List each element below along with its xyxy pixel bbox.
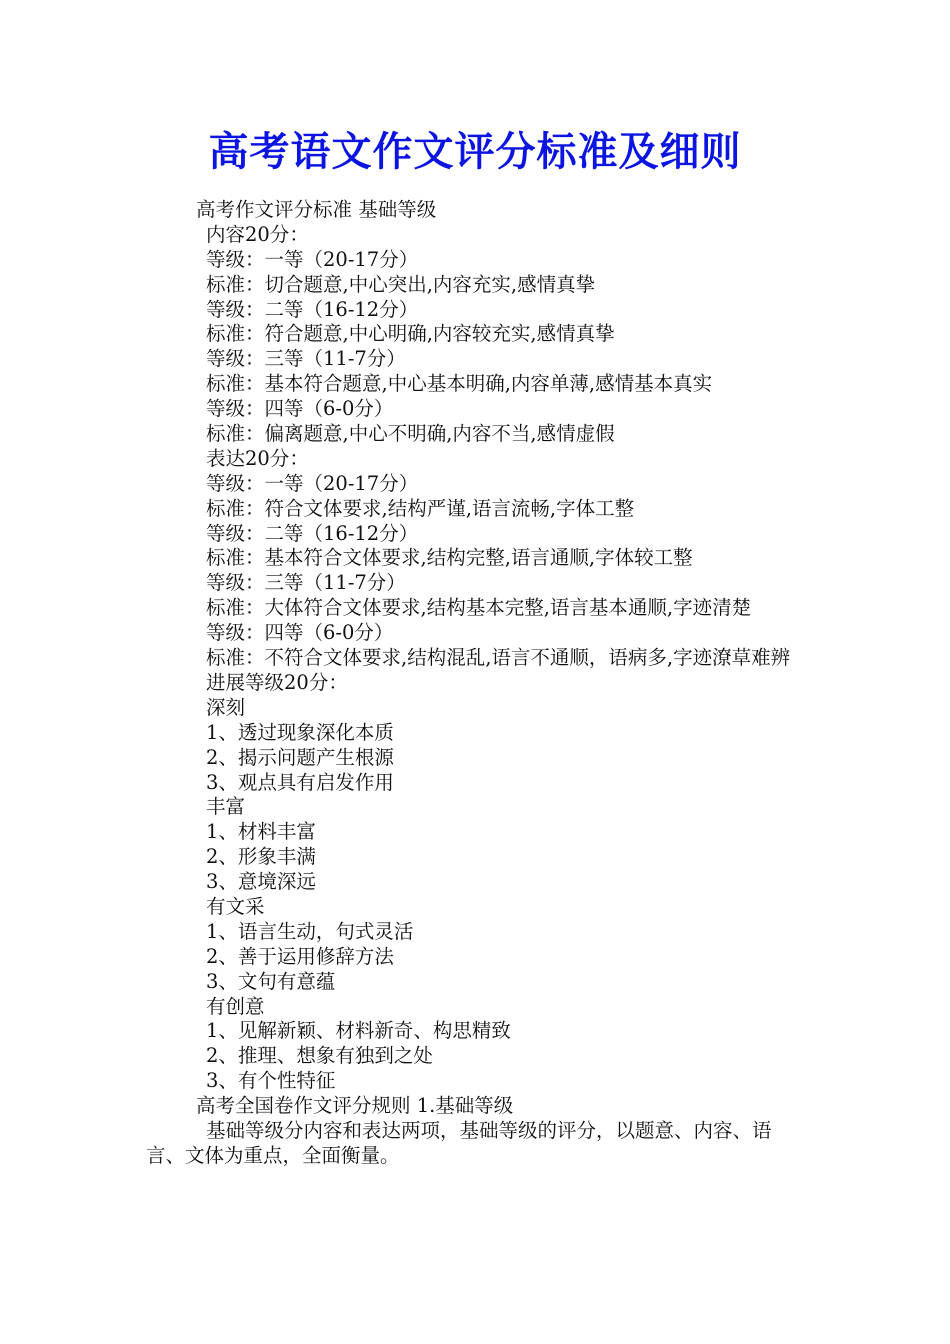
text-line: 丰富 xyxy=(206,795,246,819)
text-line: 2、推理、想象有独到之处 xyxy=(206,1044,433,1068)
text-line: 标准：大体符合文体要求,结构基本完整,语言基本通顺,字迹清楚 xyxy=(206,596,752,620)
text-line: 深刻 xyxy=(206,695,246,719)
text-line: 2、善于运用修辞方法 xyxy=(206,944,394,968)
text-line: 1、材料丰富 xyxy=(206,820,316,844)
text-line: 有创意 xyxy=(206,994,265,1018)
text-line: 高考作文评分标准 基础等级 xyxy=(196,198,437,221)
text-line: 基础等级分内容和表达两项，基础等级的评分，以题意、内容、语言、文体为重点，全面衡量。 xyxy=(146,1118,772,1167)
text-line: 等级：四等（6-0分） xyxy=(206,621,394,645)
document-body xyxy=(146,198,808,1169)
text-line: 内容20分： xyxy=(206,222,309,246)
text-line: 等级：二等（16-12分） xyxy=(206,521,419,545)
text-line: 2、揭示问题产生根源 xyxy=(206,745,394,769)
text-line: 等级：三等（11-7分） xyxy=(206,347,406,371)
text-line: 3、文句有意蕴 xyxy=(206,969,336,993)
text-line: 等级：一等（20-17分） xyxy=(206,247,419,271)
text-line: 等级：四等（6-0分） xyxy=(206,397,394,421)
text-line: 3、意境深远 xyxy=(206,870,316,894)
text-line: 进展等级20分： xyxy=(206,670,348,694)
text-line: 标准：符合题意,中心明确,内容较充实,感情真挚 xyxy=(206,322,615,346)
text-line: 标准：偏离题意,中心不明确,内容不当,感情虚假 xyxy=(206,422,615,446)
text-line: 3、观点具有启发作用 xyxy=(206,770,394,794)
document-title: 高考语文作文评分标准及细则 xyxy=(208,128,742,175)
text-line: 等级：三等（11-7分） xyxy=(206,571,406,595)
text-line: 标准：不符合文体要求,结构混乱,语言不通顺，语病多,字迹潦草难辨 xyxy=(206,646,791,670)
text-line: 标准：符合文体要求,结构严谨,语言流畅,字体工整 xyxy=(206,496,635,520)
text-line: 1、见解新颖、材料新奇、构思精致 xyxy=(206,1019,511,1043)
text-line: 标准：切合题意,中心突出,内容充实,感情真挚 xyxy=(206,272,596,296)
text-line: 3、有个性特征 xyxy=(206,1069,336,1093)
text-line: 高考全国卷作文评分规则 1.基础等级 xyxy=(196,1094,514,1118)
text-line: 1、透过现象深化本质 xyxy=(206,720,394,744)
text-line: 等级：一等（20-17分） xyxy=(206,471,419,495)
text-line: 标准：基本符合文体要求,结构完整,语言通顺,字体较工整 xyxy=(206,546,693,570)
text-line: 标准：基本符合题意,中心基本明确,内容单薄,感情基本真实 xyxy=(206,372,713,396)
text-line: 2、形象丰满 xyxy=(206,845,316,869)
text-line: 有文采 xyxy=(206,894,265,918)
text-line: 1、语言生动，句式灵活 xyxy=(206,919,414,943)
text-line: 等级：二等（16-12分） xyxy=(206,297,419,321)
text-line: 表达20分： xyxy=(206,446,309,470)
